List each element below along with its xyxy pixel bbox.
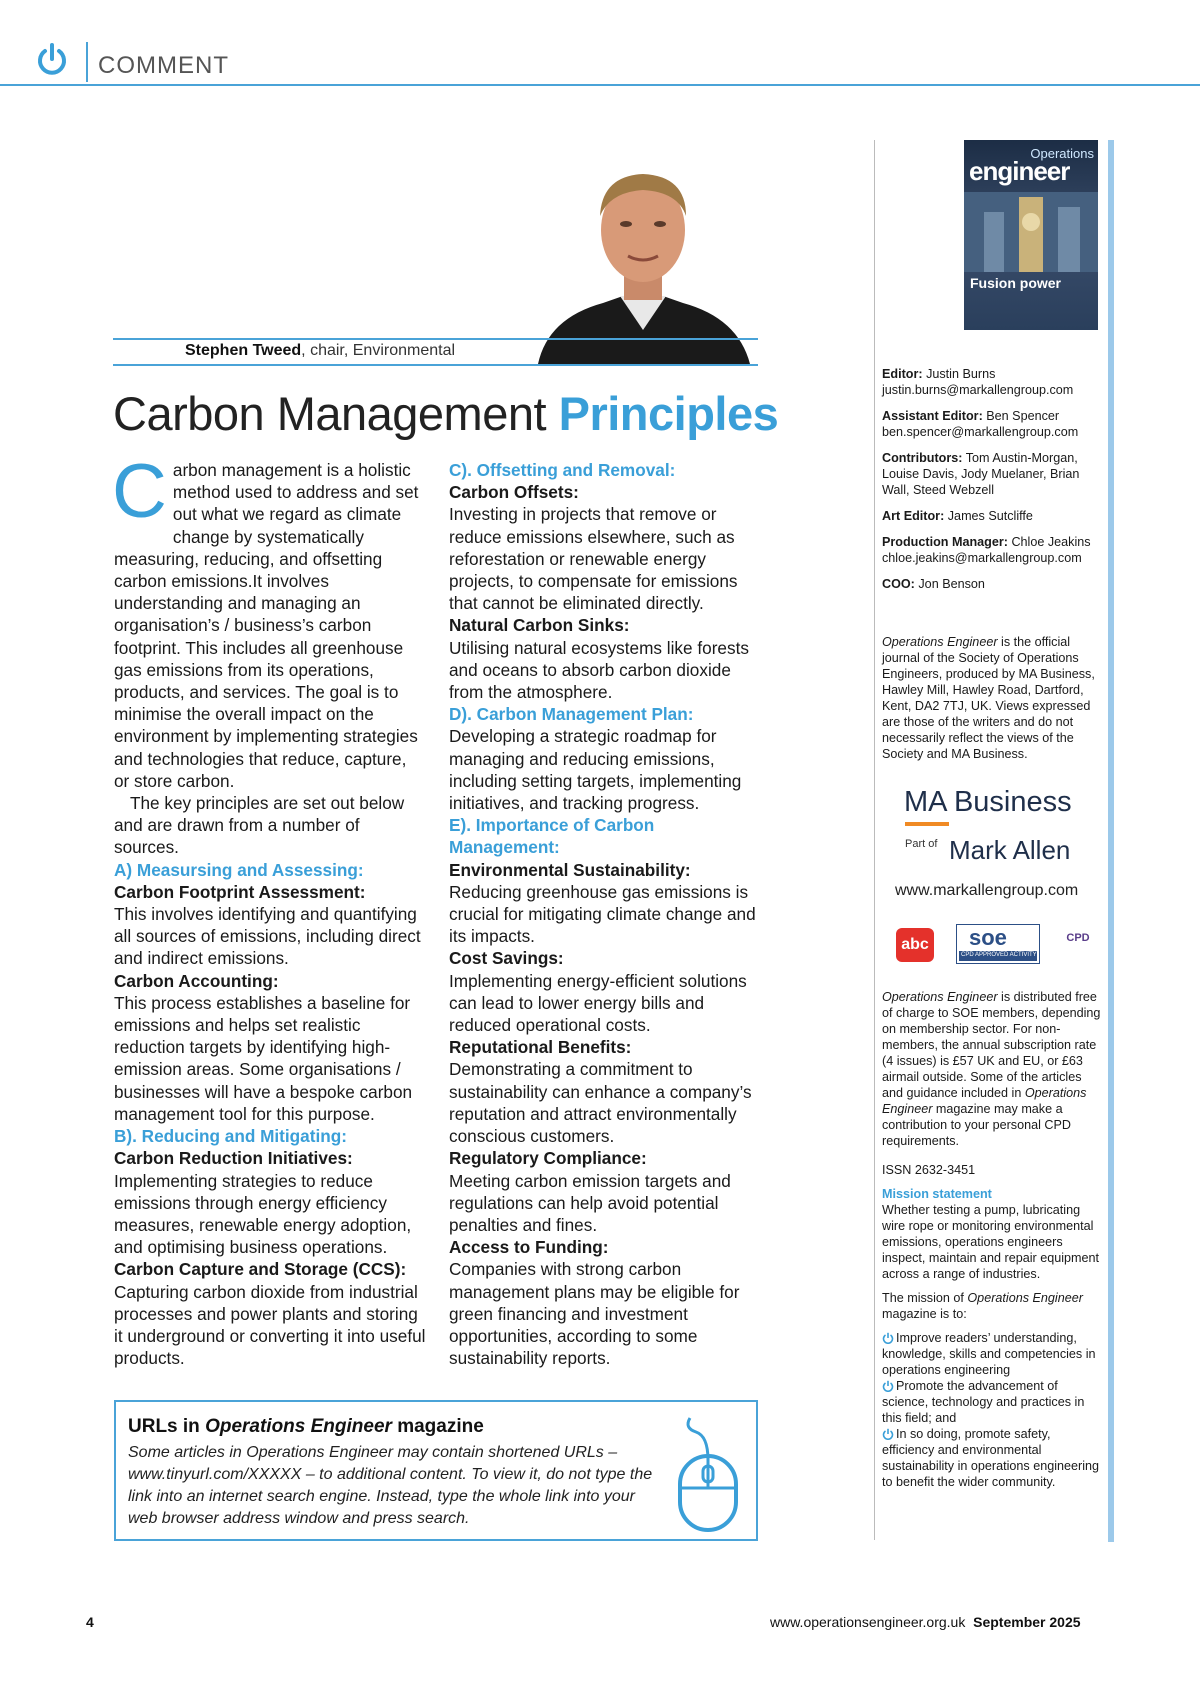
credit-email: chloe.jeakins@markallengroup.com: [882, 551, 1082, 565]
mission-intro-b: magazine is to:: [882, 1307, 967, 1321]
intro-text: arbon management is a holistic method used to address and set out what we regard as climate change by systematically measuring, reducing, and offsetting carbon emissions.It involves understanding and managing an organisation’s / business’s carbon footprint. This includes all greenhouse gas emissions from its operations, products, and services. The goal is to minimise the overall impact on the environment by implementing strategies and technologies that reduce, capture, or store carbon.: [114, 460, 419, 791]
publisher-url[interactable]: www.markallengroup.com: [895, 882, 1079, 899]
title-accent: Principles: [558, 387, 779, 440]
header-separator: [86, 42, 88, 82]
mission-intro-mag: Operations Engineer: [967, 1291, 1083, 1305]
section-e-term-3: Reputational Benefits:: [449, 1037, 632, 1058]
section-c-text-1: Investing in projects that remove or reduce emissions elsewhere, such as reforestation or renewable energy projects, to compensate for emissions that cannot be eliminated directly.: [449, 504, 738, 614]
footer-site-url[interactable]: www.operationsengineer.org.uk: [770, 1614, 966, 1630]
mission-intro-a: The mission of: [882, 1291, 968, 1305]
url-info-box: [114, 1400, 758, 1541]
sidebar-rule-left: [874, 140, 875, 1540]
page-number: 4: [86, 1614, 94, 1630]
credit-name: Jon Benson: [914, 577, 985, 591]
power-bullet-icon: [882, 1380, 894, 1392]
sidebar-rule-right: [1108, 140, 1114, 1542]
author-byline: [185, 342, 455, 360]
credit-editor: [882, 366, 1104, 398]
section-e-heading: E). Importance of Carbon Management:: [449, 815, 655, 858]
soe-cpd-logo: [956, 924, 1040, 964]
part-of-label: Part of: [905, 838, 938, 850]
section-e-text-2: Implementing energy-efficient solutions can lead to lower energy bills and reduced operational costs.: [449, 970, 747, 1036]
cover-image: [964, 192, 1098, 272]
credit-name: Chloe Jeakins: [1007, 535, 1091, 549]
cpd-logo-text: CPD: [1066, 932, 1090, 944]
credit-label: COO:: [882, 577, 915, 591]
cover-headline: Fusion power: [970, 275, 1061, 291]
abc-logo: abc: [896, 928, 934, 962]
author-rule-top: [113, 338, 758, 340]
credit-name: Tom Austin-Morgan, Louise Davis, Jody Muelaner, Brian Wall, Steed Webzell: [882, 451, 1080, 497]
about-mag-name: Operations Engineer: [882, 635, 998, 649]
credit-art-editor: [882, 508, 1104, 524]
section-e-text-5: Companies with strong carbon management plans may be eligible for green financing and investment opportunities, according to some sustainability reports.: [449, 1259, 740, 1369]
section-b-term-1: Carbon Reduction Initiatives:: [114, 1148, 353, 1169]
section-label: COMMENT: [98, 52, 229, 79]
intro-paragraph-2: The key principles are set out below and are drawn from a number of sources.: [114, 793, 405, 858]
section-d-text-1: Developing a strategic roadmap for managing and reducing emissions, including setting targets, implementing initiatives, and tracking progress.: [449, 726, 742, 814]
title-main: Carbon Management: [113, 387, 559, 440]
credit-name: Ben Spencer: [982, 409, 1060, 423]
soe-logo-caption: CPD APPROVED ACTIVITY: [961, 952, 1037, 958]
author-photo: [528, 158, 758, 364]
author-rule-bottom: [113, 364, 758, 366]
intro-paragraph: [112, 449, 426, 792]
author-name: Stephen Tweed: [185, 342, 302, 359]
section-c-term-1: Carbon Offsets:: [449, 482, 579, 503]
issn: ISSN 2632-3451: [882, 1163, 976, 1177]
article-column-2: [449, 459, 767, 1369]
power-bullet-icon: [882, 1428, 894, 1440]
section-e-term-4: Regulatory Compliance:: [449, 1148, 647, 1169]
credit-name: Justin Burns: [922, 367, 996, 381]
url-box-title: [128, 1416, 484, 1438]
mission-bullet-1: [882, 1330, 1104, 1378]
credit-assistant-editor: [882, 408, 1104, 440]
section-b-text-1: Implementing strategies to reduce emissions through energy efficiency measures, renewable energy adoption, and optimising business operations.: [114, 1170, 412, 1258]
mouse-icon: [676, 1416, 740, 1534]
author-role: , chair, Environmental: [301, 342, 456, 359]
section-c-text-2: Utilising natural ecosystems like forests and oceans to absorb carbon dioxide from the atmosphere.: [449, 637, 749, 703]
dist-mag-name: Operations Engineer: [882, 990, 998, 1004]
credit-contributors: [882, 450, 1104, 498]
section-e-text-3: Demonstrating a commitment to sustainability can enhance a company’s reputation and attract environmentally conscious customers.: [449, 1059, 752, 1147]
credit-email: ben.spencer@markallengroup.com: [882, 425, 1079, 439]
url-box-body: Some articles in Operations Engineer may contain shortened URLs – www.tinyurl.com/XXXXX – to additional content. To view it, do not type the link into an internet search engine. Instead, type the whole link into your web browser address window and press search.: [128, 1444, 653, 1527]
section-a-heading: A) Measursing and Assessing:: [114, 859, 364, 880]
url-title-magazine: Operations Engineer: [205, 1416, 392, 1437]
section-e-term-2: Cost Savings:: [449, 948, 564, 969]
about-text: is the official journal of the Society of Operations Engineers, produced by MA Business, Hawley Mill, Hawley Road, Dartford, Kent, DA2 7TJ, UK. Views expressed are those of the writers and do not necessarily reflect the views of the Society and MA Business.: [882, 635, 1095, 761]
section-e-text-1: Reducing greenhouse gas emissions is crucial for mitigating climate change and its impacts.: [449, 881, 756, 947]
mission-text: Whether testing a pump, lubricating wire rope or monitoring environmental emissions, operations engineers inspect, maintain and repair equipment across a range of industries.: [882, 1203, 1100, 1281]
about-journal: [882, 634, 1104, 762]
mission-bullet-text: Improve readers’ understanding, knowledge, skills and competencies in operations engineering: [882, 1331, 1096, 1377]
section-b-text-2: Capturing carbon dioxide from industrial processes and power plants and storing it underground or converting it into useful products.: [114, 1281, 426, 1369]
mission-bullet-text: In so doing, promote safety, efficiency and environmental sustainability in operations engineering to benefit the wider community.: [882, 1427, 1100, 1489]
section-a-term-1: Carbon Footprint Assessment:: [114, 881, 366, 902]
credit-label: Production Manager:: [882, 535, 1008, 549]
section-b-heading: B). Reducing and Mitigating:: [114, 1126, 347, 1147]
dist-mag-name-2: Operations Engineer: [882, 1086, 1087, 1116]
section-e-term-1: Environmental Sustainability:: [449, 859, 691, 880]
drop-cap: C: [112, 449, 167, 534]
section-c-heading: C). Offsetting and Removal:: [449, 460, 676, 480]
section-a-term-2: Carbon Accounting:: [114, 970, 279, 991]
magazine-cover: [964, 140, 1098, 330]
footer-info: [770, 1614, 1081, 1630]
credit-production-manager: [882, 534, 1104, 566]
credit-label: Assistant Editor:: [882, 409, 983, 423]
dist-text-1: is distributed free of charge to SOE members, depending on membership sector. For non-members, the annual subscription rate (4 issues) is £57 UK and EU, or £63 airmail outside. Some of the articles and guidance included in: [882, 990, 1101, 1100]
mission-bullet-2: [882, 1378, 1104, 1426]
credit-label: Editor:: [882, 367, 923, 381]
header-rule: [0, 84, 1200, 86]
soe-logo-text: soe: [969, 925, 1007, 950]
ma-logo-underline: [905, 822, 949, 826]
ma-business-logo: MA Business: [904, 786, 1072, 818]
power-icon: [34, 42, 70, 78]
credit-label: Art Editor:: [882, 509, 945, 523]
cpd-member-logo: [1064, 932, 1092, 962]
mission-statement: [882, 1186, 1104, 1490]
section-b-term-2: Carbon Capture and Storage (CCS):: [114, 1259, 407, 1280]
mission-heading: Mission statement: [882, 1187, 992, 1201]
mission-bullet-text: Promote the advancement of science, technology and practices in this field; and: [882, 1379, 1085, 1425]
mark-allen-logo: Mark Allen: [949, 835, 1071, 865]
credit-name: James Sutcliffe: [944, 509, 1033, 523]
section-d-heading: D). Carbon Management Plan:: [449, 704, 694, 725]
mission-bullet-3: [882, 1426, 1104, 1490]
section-e-term-5: Access to Funding:: [449, 1237, 609, 1258]
url-title-a: URLs in: [128, 1416, 206, 1437]
article-column-1: [112, 449, 426, 1369]
masthead-credits: [882, 366, 1104, 602]
dist-text-2: magazine may make a contribution to your personal CPD requirements.: [882, 1102, 1072, 1148]
article-title: [113, 386, 778, 441]
credit-email: justin.burns@markallengroup.com: [882, 383, 1074, 397]
credit-label: Contributors:: [882, 451, 963, 465]
distribution-info: [882, 989, 1104, 1149]
credit-coo: [882, 576, 1104, 592]
section-a-text-1: This involves identifying and quantifying all sources of emissions, including direct and indirect emissions.: [114, 904, 421, 969]
section-a-text-2: This process establishes a baseline for emissions and helps set realistic reduction targets by identifying high-emission areas. Some organisations / businesses will have a bespoke carbon management tool for this purpose.: [114, 992, 413, 1124]
footer-date: September 2025: [973, 1614, 1081, 1630]
section-e-text-4: Meeting carbon emission targets and regulations can help avoid potential penalties and fines.: [449, 1170, 731, 1235]
cover-brand: Operations: [1030, 146, 1094, 161]
cover-masthead: engineer: [969, 156, 1070, 186]
power-bullet-icon: [882, 1332, 894, 1344]
url-title-c: magazine: [391, 1416, 484, 1437]
section-c-term-2: Natural Carbon Sinks:: [449, 615, 630, 636]
mission-intro: [882, 1290, 1104, 1322]
